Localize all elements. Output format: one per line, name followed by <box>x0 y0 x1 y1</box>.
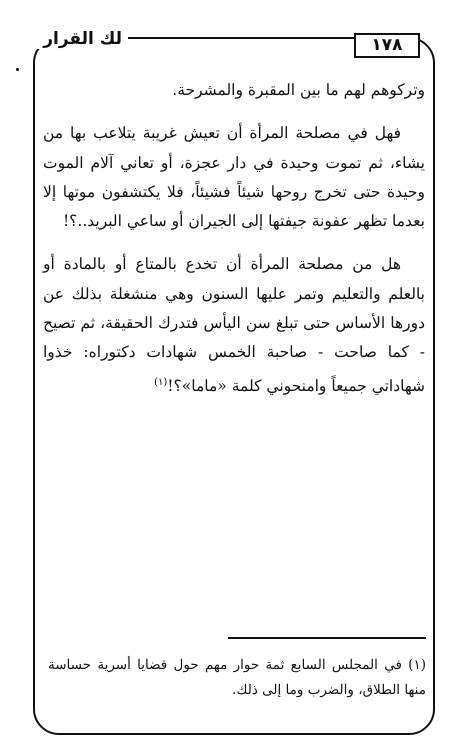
footnote-text: (١) في المجلس السابع ثمة حوار مهم حول قضايا أسرية حساسة منها الطلاق، والضرب وما إلى ذلك. <box>48 657 426 698</box>
running-title: لك القرار <box>37 29 128 49</box>
paragraph-3 <box>43 250 425 401</box>
paragraph-2: فهل في مصلحة المرأة أن تعيش غريبة يتلاعب بها من يشاء، ثم تموت وحيدة في دار عجزة، أو تعاني آلام الموت وحيدة حتى تخرج روحها شيئاً فشيئاً، فلا يكتشفون موتها إلا بعدما تظهر عفونة جيفتها إلى الجيران أو ساعي البريد..؟! <box>43 124 425 231</box>
paragraph-3-text: هل من مصلحة المرأة أن تخدع بالمتاع أو بالمادة أو بالعلم والتعليم وتمر عليها السنون وهي منشغلة بذلك عن دورها الأساس حتى تبلغ سن اليأس فتدرك الحقيقة، ثم تصيح - كما صاحت - صاحبة الخمس شهادات دكتوراه: خذوا شهاداتي جميعاً وامنحوني كلمة «ماما»؟! <box>43 255 425 395</box>
body-text <box>43 76 425 401</box>
page-header <box>0 24 470 58</box>
footnote <box>48 653 426 703</box>
footnote-separator <box>228 637 426 639</box>
stray-mark <box>16 68 19 71</box>
paragraph-1: وتركوهم لهم ما بين المقبرة والمشرحة. <box>172 81 425 99</box>
footnote-reference: (١) <box>154 376 168 388</box>
page-number: ١٧٨ <box>354 33 420 58</box>
